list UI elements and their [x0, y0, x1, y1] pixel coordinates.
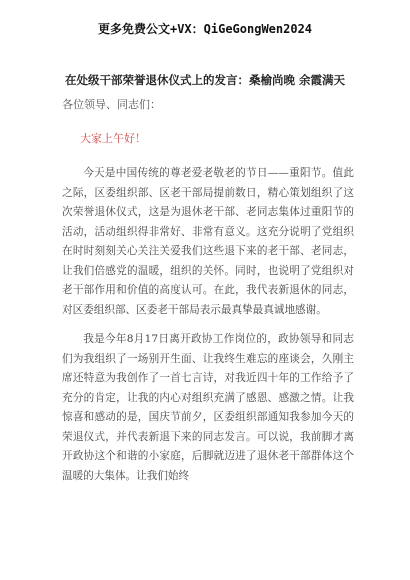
salutation: 各位领导、同志们：: [62, 98, 161, 111]
document-body: [62, 164, 354, 486]
document-title: 在处级干部荣誉退休仪式上的发言：桑榆尚晚 余霞满天: [64, 73, 345, 87]
body-paragraph: 我是今年8月17日离开政协工作岗位的，政协领导和同志们为我组织了一场别开生面、让我终生难忘的座谈会，久刚主席还特意为我创作了一首七言诗，对我近四十年的工作给予了充分的肯定，让我的内心对组织充满了感恩、感激之情。让我惊喜和感动的是，国庆节前夕，区委组织部通知我参加今天的荣退仪式，并代表新退下来的同志发言。可以说，我前脚才离开政协这个和谐的小家庭，后脚就迈进了退休老干部群体这个温暖的大集体。让我们始终: [62, 333, 354, 482]
body-paragraph: 今天是中国传统的尊老爱老敬老的节日——重阳节。值此之际，区委组织部、区老干部局提前数日，精心策划组织了这次荣誉退休仪式，这是为退休老干部、老同志集体过重阳节的活动，活动组织得非常好、非常有意义。这充分说明了党组织在时时刻刻关心关注关爱我们这些退下来的老干部、老同志，让我们倍感党的温暖，组织的关怀。同时，也说明了党组织对老干部作用和价值的高度认可。在此，我代表新退休的同志，对区委组织部、区委老干部局表示最真挚最真诚地感谢。: [62, 167, 354, 316]
greeting: 大家上午好！: [80, 132, 146, 145]
promo-header: 更多免费公文+VX：QiGeGongWen2024: [97, 22, 313, 36]
